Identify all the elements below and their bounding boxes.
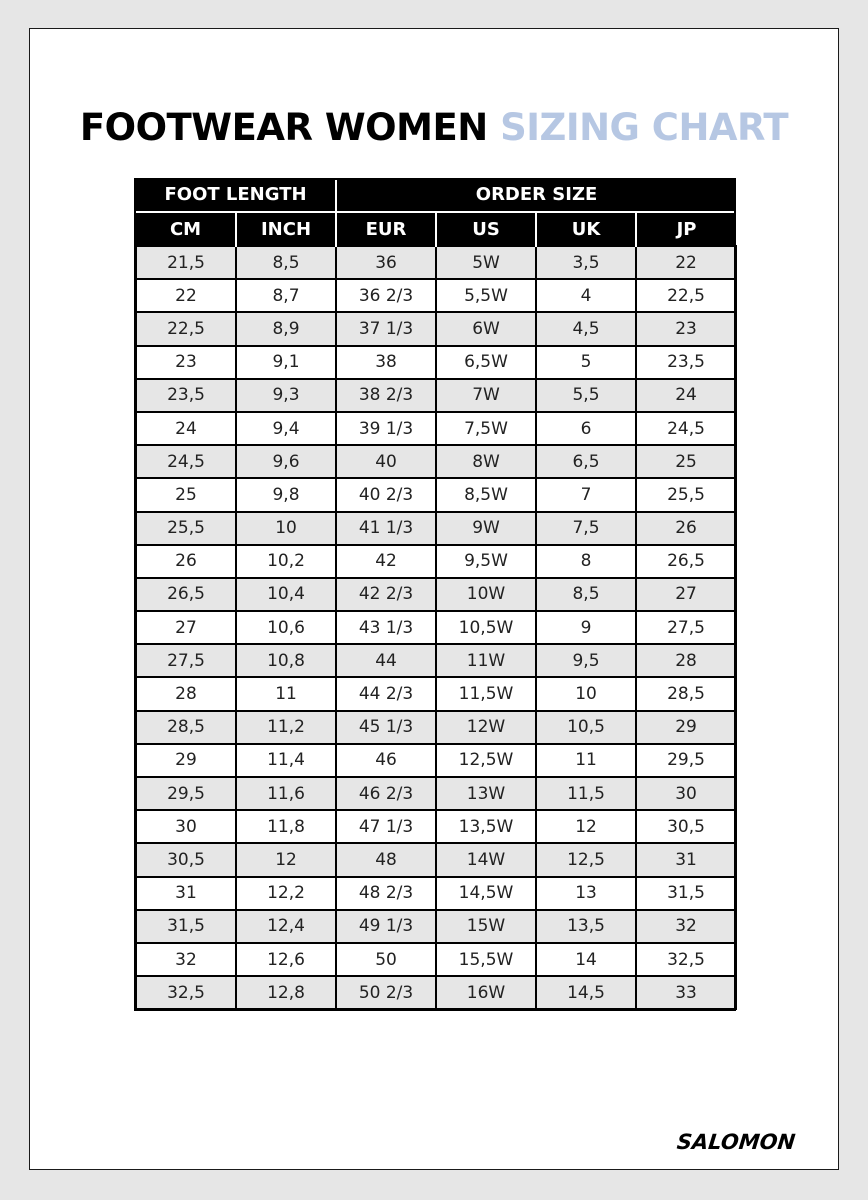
cell-jp: 33 <box>636 976 736 1009</box>
column-header-uk: UK <box>536 212 636 246</box>
cell-jp: 27 <box>636 578 736 611</box>
column-header-cm: CM <box>136 212 236 246</box>
cell-jp: 24 <box>636 379 736 412</box>
cell-uk: 12,5 <box>536 843 636 876</box>
cell-inch: 9,1 <box>236 346 336 379</box>
cell-us: 14,5W <box>436 877 536 910</box>
cell-uk: 5,5 <box>536 379 636 412</box>
cell-uk: 10 <box>536 677 636 710</box>
cell-uk: 11 <box>536 744 636 777</box>
cell-uk: 3,5 <box>536 246 636 279</box>
table-row <box>136 279 736 312</box>
cell-us: 13,5W <box>436 810 536 843</box>
cell-eur: 42 <box>336 545 436 578</box>
table-row <box>136 445 736 478</box>
table-row <box>136 644 736 677</box>
cell-inch: 11,8 <box>236 810 336 843</box>
cell-jp: 31 <box>636 843 736 876</box>
table-row <box>136 711 736 744</box>
cell-eur: 46 <box>336 744 436 777</box>
cell-eur: 37 1/3 <box>336 312 436 345</box>
cell-eur: 45 1/3 <box>336 711 436 744</box>
cell-uk: 8,5 <box>536 578 636 611</box>
cell-eur: 43 1/3 <box>336 611 436 644</box>
cell-cm: 27 <box>136 611 236 644</box>
cell-uk: 11,5 <box>536 777 636 810</box>
cell-jp: 29 <box>636 711 736 744</box>
cell-cm: 28 <box>136 677 236 710</box>
cell-eur: 50 <box>336 943 436 976</box>
cell-cm: 22,5 <box>136 312 236 345</box>
table-row <box>136 843 736 876</box>
cell-inch: 12,6 <box>236 943 336 976</box>
cell-cm: 29 <box>136 744 236 777</box>
cell-jp: 32,5 <box>636 943 736 976</box>
table-row <box>136 976 736 1009</box>
cell-uk: 7,5 <box>536 512 636 545</box>
cell-jp: 28 <box>636 644 736 677</box>
title-part-accent: SIZING CHART <box>500 105 789 149</box>
cell-uk: 4 <box>536 279 636 312</box>
cell-inch: 12,4 <box>236 910 336 943</box>
cell-uk: 14,5 <box>536 976 636 1009</box>
cell-inch: 9,6 <box>236 445 336 478</box>
cell-cm: 27,5 <box>136 644 236 677</box>
cell-uk: 14 <box>536 943 636 976</box>
cell-inch: 8,9 <box>236 312 336 345</box>
cell-jp: 25,5 <box>636 478 736 511</box>
cell-jp: 28,5 <box>636 677 736 710</box>
table-row <box>136 877 736 910</box>
table-row <box>136 810 736 843</box>
cell-jp: 22,5 <box>636 279 736 312</box>
cell-uk: 4,5 <box>536 312 636 345</box>
cell-inch: 12,2 <box>236 877 336 910</box>
salomon-logo: SALOMON <box>675 1130 797 1154</box>
cell-uk: 8 <box>536 545 636 578</box>
table-row <box>136 379 736 412</box>
cell-us: 12,5W <box>436 744 536 777</box>
cell-eur: 42 2/3 <box>336 578 436 611</box>
sizing-table <box>135 178 737 1010</box>
cell-uk: 9,5 <box>536 644 636 677</box>
cell-uk: 9 <box>536 611 636 644</box>
cell-cm: 31,5 <box>136 910 236 943</box>
cell-cm: 24 <box>136 412 236 445</box>
cell-jp: 32 <box>636 910 736 943</box>
cell-jp: 26 <box>636 512 736 545</box>
cell-us: 6,5W <box>436 346 536 379</box>
table-row <box>136 346 736 379</box>
cell-inch: 10 <box>236 512 336 545</box>
cell-cm: 31 <box>136 877 236 910</box>
cell-us: 8W <box>436 445 536 478</box>
table-row <box>136 312 736 345</box>
cell-jp: 22 <box>636 246 736 279</box>
cell-us: 15,5W <box>436 943 536 976</box>
cell-inch: 9,3 <box>236 379 336 412</box>
cell-jp: 26,5 <box>636 545 736 578</box>
table-row <box>136 744 736 777</box>
cell-inch: 10,6 <box>236 611 336 644</box>
table-row <box>136 512 736 545</box>
table-row <box>136 943 736 976</box>
cell-us: 16W <box>436 976 536 1009</box>
cell-eur: 46 2/3 <box>336 777 436 810</box>
column-header-jp: JP <box>636 212 736 246</box>
cell-inch: 9,4 <box>236 412 336 445</box>
table-row <box>136 611 736 644</box>
cell-cm: 23,5 <box>136 379 236 412</box>
cell-eur: 41 1/3 <box>336 512 436 545</box>
table-row <box>136 246 736 279</box>
table-row <box>136 677 736 710</box>
cell-jp: 23,5 <box>636 346 736 379</box>
table-body <box>136 246 736 1009</box>
cell-us: 6W <box>436 312 536 345</box>
cell-inch: 10,4 <box>236 578 336 611</box>
cell-inch: 12 <box>236 843 336 876</box>
group-header-foot-length: FOOT LENGTH <box>136 178 336 212</box>
cell-eur: 39 1/3 <box>336 412 436 445</box>
cell-inch: 11,2 <box>236 711 336 744</box>
cell-us: 5,5W <box>436 279 536 312</box>
title-part-primary: FOOTWEAR WOMEN <box>79 105 488 149</box>
cell-us: 15W <box>436 910 536 943</box>
cell-eur: 44 <box>336 644 436 677</box>
cell-eur: 47 1/3 <box>336 810 436 843</box>
cell-us: 9W <box>436 512 536 545</box>
cell-cm: 24,5 <box>136 445 236 478</box>
cell-eur: 48 2/3 <box>336 877 436 910</box>
cell-us: 11W <box>436 644 536 677</box>
cell-cm: 32,5 <box>136 976 236 1009</box>
table-row <box>136 777 736 810</box>
cell-us: 14W <box>436 843 536 876</box>
cell-cm: 29,5 <box>136 777 236 810</box>
cell-jp: 30,5 <box>636 810 736 843</box>
cell-inch: 8,5 <box>236 246 336 279</box>
cell-us: 8,5W <box>436 478 536 511</box>
group-header-order-size: ORDER SIZE <box>336 178 736 212</box>
cell-inch: 11 <box>236 677 336 710</box>
cell-eur: 44 2/3 <box>336 677 436 710</box>
cell-uk: 13,5 <box>536 910 636 943</box>
cell-inch: 11,6 <box>236 777 336 810</box>
cell-uk: 12 <box>536 810 636 843</box>
table-row <box>136 545 736 578</box>
cell-cm: 25 <box>136 478 236 511</box>
column-header-us: US <box>436 212 536 246</box>
cell-us: 10W <box>436 578 536 611</box>
cell-us: 12W <box>436 711 536 744</box>
cell-us: 10,5W <box>436 611 536 644</box>
cell-uk: 10,5 <box>536 711 636 744</box>
cell-jp: 25 <box>636 445 736 478</box>
cell-jp: 24,5 <box>636 412 736 445</box>
cell-uk: 7 <box>536 478 636 511</box>
cell-eur: 36 2/3 <box>336 279 436 312</box>
cell-inch: 10,8 <box>236 644 336 677</box>
cell-uk: 6 <box>536 412 636 445</box>
cell-eur: 36 <box>336 246 436 279</box>
page-title <box>0 104 868 152</box>
cell-inch: 12,8 <box>236 976 336 1009</box>
cell-cm: 25,5 <box>136 512 236 545</box>
cell-us: 7,5W <box>436 412 536 445</box>
cell-us: 13W <box>436 777 536 810</box>
cell-cm: 21,5 <box>136 246 236 279</box>
cell-cm: 26 <box>136 545 236 578</box>
cell-inch: 9,8 <box>236 478 336 511</box>
cell-cm: 22 <box>136 279 236 312</box>
table-row <box>136 578 736 611</box>
cell-eur: 38 <box>336 346 436 379</box>
cell-us: 11,5W <box>436 677 536 710</box>
cell-eur: 48 <box>336 843 436 876</box>
cell-cm: 28,5 <box>136 711 236 744</box>
cell-jp: 29,5 <box>636 744 736 777</box>
column-header-eur: EUR <box>336 212 436 246</box>
cell-inch: 8,7 <box>236 279 336 312</box>
cell-eur: 38 2/3 <box>336 379 436 412</box>
cell-eur: 40 2/3 <box>336 478 436 511</box>
cell-cm: 26,5 <box>136 578 236 611</box>
cell-jp: 27,5 <box>636 611 736 644</box>
cell-cm: 32 <box>136 943 236 976</box>
cell-eur: 49 1/3 <box>336 910 436 943</box>
table-row <box>136 412 736 445</box>
cell-us: 7W <box>436 379 536 412</box>
cell-uk: 5 <box>536 346 636 379</box>
table-row <box>136 478 736 511</box>
group-header-row <box>136 178 736 212</box>
column-header-row <box>136 212 736 246</box>
column-header-inch: INCH <box>236 212 336 246</box>
cell-eur: 50 2/3 <box>336 976 436 1009</box>
cell-cm: 30 <box>136 810 236 843</box>
cell-inch: 10,2 <box>236 545 336 578</box>
cell-uk: 13 <box>536 877 636 910</box>
cell-jp: 23 <box>636 312 736 345</box>
cell-eur: 40 <box>336 445 436 478</box>
cell-us: 5W <box>436 246 536 279</box>
cell-inch: 11,4 <box>236 744 336 777</box>
cell-jp: 30 <box>636 777 736 810</box>
cell-cm: 30,5 <box>136 843 236 876</box>
cell-us: 9,5W <box>436 545 536 578</box>
cell-uk: 6,5 <box>536 445 636 478</box>
cell-cm: 23 <box>136 346 236 379</box>
table-row <box>136 910 736 943</box>
cell-jp: 31,5 <box>636 877 736 910</box>
